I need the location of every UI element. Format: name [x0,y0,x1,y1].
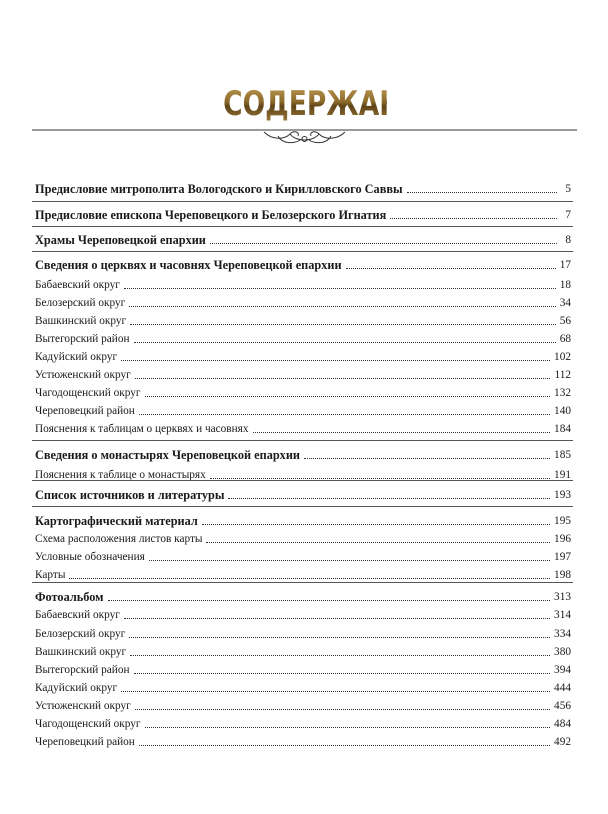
toc-entry-label: Сведения о церквях и часовнях Череповецкой епархии [35,258,342,272]
toc-entry-page: 380 [554,646,571,658]
toc-entry[interactable] [35,530,571,546]
toc-entry-page: 314 [554,609,571,621]
toc-leader-dots [121,359,550,361]
toc-entry-page: 492 [554,736,571,748]
toc-entry[interactable] [35,276,571,292]
toc-entry[interactable] [35,348,571,364]
toc-entry-page: 184 [554,423,571,435]
toc-entry-page: 197 [554,551,571,563]
section-divider [32,201,573,202]
page-title: СОДЕРЖАНИЕ [223,84,442,124]
toc-entry-page: 456 [554,700,571,712]
toc-entry[interactable] [35,697,571,713]
toc-leader-dots [210,477,550,479]
section-divider [32,582,573,583]
toc-entry[interactable] [35,715,571,731]
section-divider [32,480,573,481]
section-divider [32,440,573,441]
toc-entry-page: 313 [554,591,571,603]
toc-entry-label: Сведения о монастырях Череповецкой епархии [35,448,300,462]
toc-entry-page: 191 [554,469,571,481]
toc-entry[interactable] [35,643,571,659]
toc-entry-page: 112 [554,369,571,381]
toc-leader-dots [304,457,550,459]
toc-entry-page: 198 [554,569,571,581]
toc-entry[interactable] [35,606,571,622]
toc-entry[interactable] [35,384,571,400]
toc-entry-label: Предисловие епископа Череповецкого и Белозерского Игнатия [35,208,387,222]
toc-leader-dots [390,217,557,219]
toc-leader-dots [135,708,550,710]
toc-leader-dots [124,617,550,619]
toc-leader-dots [145,395,551,397]
toc-entry-label: Кадуйский округ [35,351,118,363]
toc-leader-dots [407,191,557,193]
toc-entry-label: Белозерский округ [35,628,126,640]
toc-entry-label: Чагодощенский округ [35,718,141,730]
toc-leader-dots [139,744,550,746]
toc-entry-page: 195 [554,515,571,527]
toc-leader-dots [145,726,551,728]
toc-entry-label: Картографический материал [35,514,198,528]
toc-entry[interactable] [35,366,571,382]
toc-entry-page: 193 [554,489,571,501]
toc-entry-label: Белозерский округ [35,297,126,309]
toc-entry-label: Кадуйский округ [35,682,118,694]
toc-leader-dots [253,431,551,433]
toc-leader-dots [69,577,550,579]
toc-entry[interactable] [35,294,571,310]
toc-entry-label: Храмы Череповецкой епархии [35,233,206,247]
toc-entry-label: Фотоальбом [35,590,104,604]
toc-entry-label: Схема расположения листов карты [35,533,203,545]
toc-leader-dots [121,690,550,692]
toc-leader-dots [210,242,557,244]
section-divider [32,251,573,252]
toc-entry-label: Череповецкий район [35,736,135,748]
toc-entry-page: 68 [559,333,571,345]
toc-entry[interactable] [35,566,571,582]
section-divider [32,226,573,227]
toc-entry-label: Вашкинский округ [35,646,127,658]
toc-entry[interactable] [35,420,571,436]
toc-entry-label: Список источников и литературы [35,488,225,502]
toc-entry[interactable] [35,512,571,528]
toc-entry-page: 484 [554,718,571,730]
toc-entry-label: Вашкинский округ [35,315,127,327]
toc-entry[interactable] [35,486,571,502]
toc-entry-label: Пояснения к таблице о монастырях [35,469,206,481]
toc-entry-label: Пояснения к таблицам о церквях и часовнях [35,423,249,435]
toc-entry-page: 185 [554,449,571,461]
toc-leader-dots [346,267,556,269]
toc-entry[interactable] [35,679,571,695]
section-divider [32,506,573,507]
toc-entry[interactable] [35,402,571,418]
toc-leader-dots [124,287,556,289]
toc-entry[interactable] [35,548,571,564]
toc-leader-dots [202,523,550,525]
toc-entry-label: Карты [35,569,66,581]
toc-entry[interactable] [35,330,571,346]
toc-leader-dots [129,636,550,638]
toc-entry-label: Устюженский округ [35,700,131,712]
toc-leader-dots [135,377,551,379]
toc-entry-page: 102 [554,351,571,363]
toc-entry[interactable] [35,446,571,462]
toc-entry-page: 334 [554,628,571,640]
title-ornament-divider [32,124,577,146]
toc-leader-dots [206,541,550,543]
toc-entry[interactable] [35,206,571,222]
toc-entry[interactable] [35,231,571,247]
toc-leader-dots [228,497,550,499]
toc-entry-page: 18 [559,279,571,291]
toc-entry-page: 56 [559,315,571,327]
toc-leader-dots [149,559,550,561]
toc-entry-label: Чагодощенский округ [35,387,141,399]
toc-entry-page: 8 [565,234,571,246]
toc-entry-page: 17 [559,259,571,271]
toc-leader-dots [134,341,556,343]
toc-entry-page: 444 [554,682,571,694]
toc-leader-dots [134,672,551,674]
toc-entry-label: Вытегорский район [35,333,130,345]
toc-entry[interactable] [35,588,571,604]
toc-entry[interactable] [35,625,571,641]
toc-leader-dots [130,323,556,325]
toc-entry-page: 5 [565,183,571,195]
toc-entry-label: Предисловие митрополита Вологодского и Кирилловского Саввы [35,182,403,196]
toc-entry-label: Череповецкий район [35,405,135,417]
toc-leader-dots [130,654,550,656]
toc-entry-label: Вытегорский район [35,664,130,676]
toc-entry-label: Устюженский округ [35,369,131,381]
toc-entry-page: 196 [554,533,571,545]
toc-leader-dots [139,413,550,415]
toc-entry[interactable] [35,661,571,677]
toc-entry[interactable] [35,312,571,328]
toc-entry-page: 7 [565,209,571,221]
toc-entry-page: 34 [559,297,571,309]
toc-leader-dots [129,305,555,307]
toc-entry-label: Бабаевский округ [35,279,120,291]
toc-entry[interactable] [35,256,571,272]
toc-entry[interactable] [35,733,571,749]
toc-entry-label: Бабаевский округ [35,609,120,621]
toc-entry-page: 394 [554,664,571,676]
toc-entry-label: Условные обозначения [35,551,145,563]
toc-entry[interactable] [35,180,571,196]
toc-entry-page: 132 [554,387,571,399]
toc-entry-page: 140 [554,405,571,417]
toc-leader-dots [108,599,551,601]
